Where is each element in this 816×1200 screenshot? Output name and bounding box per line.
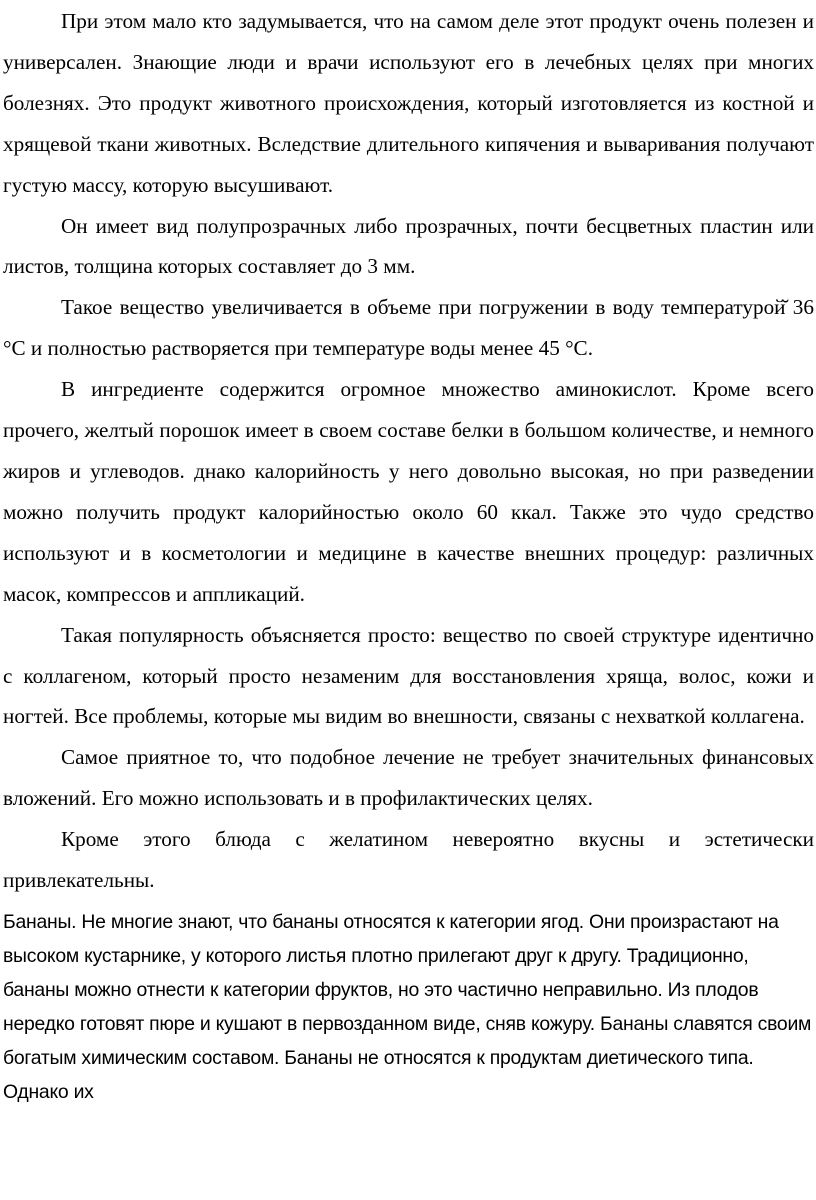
paragraph-bananas: Бананы. Не многие знают, что бананы относятся к категории ягод. Они произрастают на высоком кустарнике, у которого листья плотно прилегают друг к другу. Традиционно, бананы можно отнести к категории фруктов, но это частично неправильно. Из плодов нередко готовят пюре и кушают в первозданном виде, сняв кожуру. Бананы славятся своим богатым химическим составом. Бананы не относятся к продуктам диетического типа. Однако их [3, 910, 812, 1104]
serif-text-section [3, 0, 814, 901]
paragraph-gelatin-intro: При этом мало кто задумывается, что на самом деле этот продукт очень полезен и универсален. Знающие люди и врачи используют его в лечебных целях при многих болезнях. Это продукт животного происхождения, который изготовляется из костной и хрящевой ткани животных. Вследствие длительного кипячения и вываривания получают густую массу, которую высушивают. [3, 9, 814, 197]
paragraph-gelatin-dishes: Кроме этого блюда с желатином невероятно вкусны и эстетически привлекательны. [3, 827, 814, 893]
paragraph-gelatin-appearance: Он имеет вид полупрозрачных либо прозрачных, почти бесцветных пластин или листов, толщина которых составляет до 3 мм. [3, 213, 814, 279]
paragraph-gelatin-cost: Самое приятное то, что подобное лечение не требует значительных финансовых вложений. Его можно использовать и в профилактических целях. [3, 745, 814, 811]
paragraph-gelatin-collagen: Такая популярность объясняется просто: вещество по своей структуре идентично с коллагеном, который просто незаменим для восстановления хряща, волос, кожи и ногтей. Все проблемы, которые мы видим во внешности, связаны с нехваткой коллагена. [3, 622, 814, 729]
paragraph-gelatin-composition: В ингредиенте содержится огромное множество аминокислот. Кроме всего прочего, желтый порошок имеет в своем составе белки в большом количестве, и немного жиров и углеводов. днако калорийность у него довольно высокая, но при разведении можно получить продукт калорийностью около 60 ккал. Также это чудо средство используют и в косметологии и медицине в качестве внешних процедур: различных масок, компрессов и аппликаций. [3, 377, 814, 606]
paragraph-gelatin-swelling: Такое вещество увеличивается в объеме при погружении в воду температурой̆ 36 °С и полностью растворяется при температуре воды менее 45 °С. [3, 295, 814, 361]
sans-text-section [3, 905, 814, 1110]
